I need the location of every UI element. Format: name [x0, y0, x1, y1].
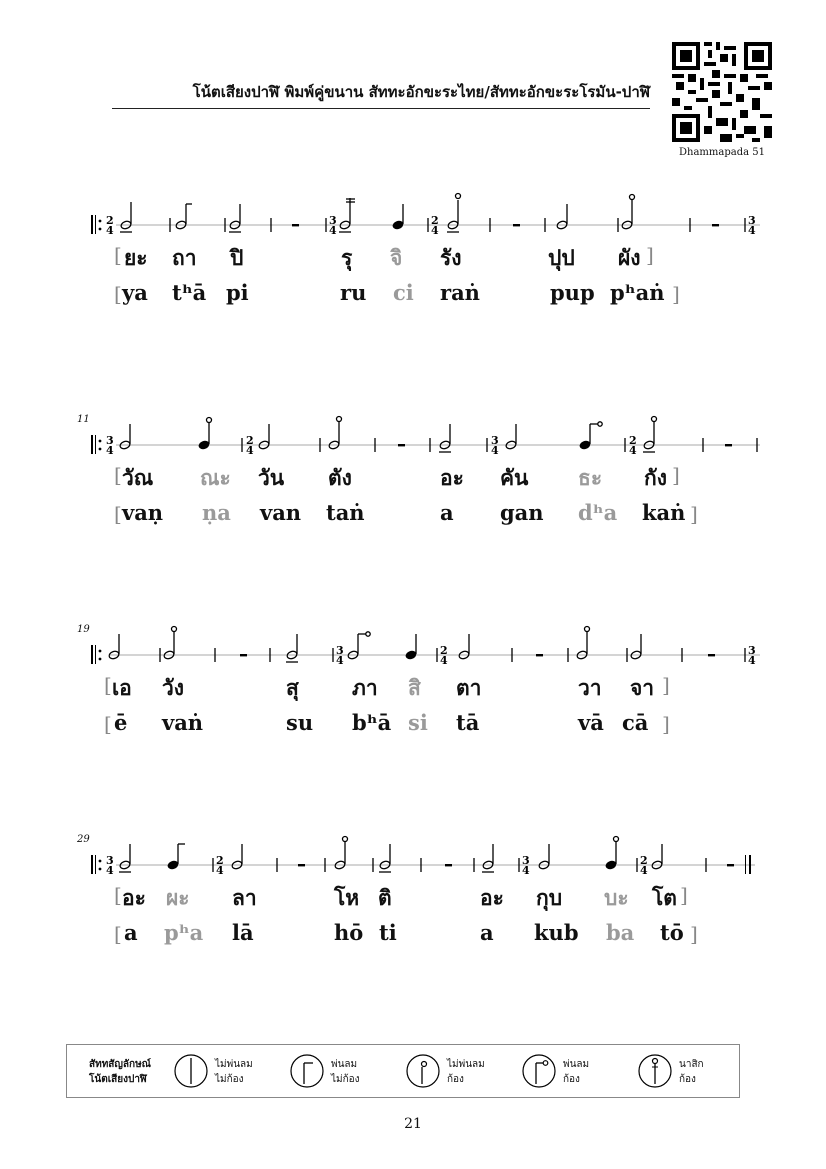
qr-code-icon: [672, 42, 772, 142]
svg-text:2: 2: [106, 214, 114, 227]
bracket-open: [: [104, 712, 112, 736]
thai-syllable: ปุป: [548, 246, 575, 270]
roman-syllable: vā: [578, 710, 604, 735]
roman-syllable: pʰa: [164, 920, 204, 945]
thai-syllable: ถา: [172, 246, 197, 270]
bracket-open: [: [114, 883, 122, 907]
thai-syllable: กัง: [644, 466, 667, 490]
roman-syllable: vaṅ: [162, 710, 204, 735]
legend-item-aspirated-voiced: [521, 1051, 631, 1091]
thai-syllable: โต: [652, 886, 677, 910]
flag-stem-icon: [289, 1051, 329, 1091]
page-header-title: โน้ตเสียงปาฬิ พิมพ์คู่ขนาน สัททะอักขะระไทย/สัททะอักขะระโรมัน-ปาฬิ: [192, 83, 650, 101]
svg-text:4: 4: [522, 864, 530, 877]
plain-stem-icon: [173, 1051, 213, 1091]
thai-syllable: โห: [334, 886, 360, 910]
staff-line-notation: [0, 620, 826, 680]
legend-label: [215, 1057, 253, 1087]
bracket-open: [: [114, 922, 122, 946]
thai-syllable: ยะ: [124, 246, 148, 270]
legend-label-line: ไม่ก้อง: [331, 1074, 360, 1085]
legend-label: [563, 1057, 589, 1087]
roman-syllable: pʰaṅ: [610, 280, 665, 305]
thai-syllable: บะ: [604, 886, 629, 910]
svg-text:3: 3: [522, 854, 530, 867]
roman-syllable: a: [124, 920, 138, 945]
thai-syllable: คัน: [500, 466, 529, 490]
roman-syllable: ba: [606, 920, 635, 945]
svg-text:4: 4: [431, 224, 439, 237]
legend-label: [447, 1057, 485, 1087]
roman-syllable: pup: [550, 280, 595, 305]
roman-syllable: bʰā: [352, 710, 392, 735]
roman-syllable: su: [286, 710, 314, 735]
thai-syllable: ติ: [378, 886, 392, 910]
thai-syllable: เอ: [112, 676, 132, 700]
legend-label-line: ก้อง: [447, 1074, 464, 1085]
bracket-open: [: [114, 243, 122, 267]
roman-syllable: van: [260, 500, 302, 525]
svg-text:2: 2: [216, 854, 224, 867]
roman-syllable: ṇa: [202, 500, 231, 525]
qr-caption: Dhammapada 51: [679, 147, 765, 158]
legend-item-unaspirated-unvoiced: [173, 1051, 283, 1091]
legend-label-line: นาสิก: [679, 1059, 704, 1070]
legend-label-line: ไม่ก้อง: [215, 1074, 244, 1085]
svg-text:4: 4: [106, 224, 114, 237]
music-system-3: [0, 620, 826, 750]
thai-syllable: ผะ: [166, 886, 190, 910]
svg-text:2: 2: [440, 644, 448, 657]
music-system-1: [0, 190, 826, 320]
roman-syllable: a: [440, 500, 454, 525]
thai-syllable: ณะ: [200, 466, 231, 490]
thai-syllable: ภา: [352, 676, 378, 700]
bracket-open: [: [104, 673, 112, 697]
thai-syllable: อะ: [440, 466, 464, 490]
thai-syllable: จา: [630, 676, 655, 700]
circle-stem-icon: [405, 1051, 445, 1091]
roman-syllable: cā: [622, 710, 649, 735]
thai-syllable: วัณ: [122, 466, 154, 490]
svg-text:4: 4: [246, 444, 254, 457]
bracket-close: ]: [690, 502, 698, 526]
thai-syllable: วัง: [162, 676, 185, 700]
legend-label-line: ก้อง: [679, 1074, 696, 1085]
nasal-stem-icon: [637, 1051, 677, 1091]
roman-syllable: pi: [226, 280, 249, 305]
roman-syllable: vaṇ: [122, 500, 164, 525]
svg-text:4: 4: [106, 444, 114, 457]
staff-line-notation: [0, 190, 826, 250]
svg-text:4: 4: [329, 224, 337, 237]
svg-text:4: 4: [106, 864, 114, 877]
staff-line-notation: [0, 830, 826, 890]
bracket-close: ]: [662, 712, 670, 736]
roman-syllable: ti: [379, 920, 397, 945]
symbol-legend: [66, 1044, 740, 1098]
flag-circle-stem-icon: [521, 1051, 561, 1091]
svg-text:4: 4: [216, 864, 224, 877]
thai-syllable: รัง: [440, 246, 462, 270]
thai-syllable: อะ: [122, 886, 146, 910]
svg-text:4: 4: [336, 654, 344, 667]
svg-text:4: 4: [748, 654, 756, 667]
thai-syllable: สิ: [408, 676, 421, 700]
legend-heading-line: โน้ตเสียงปาฬิ: [89, 1074, 147, 1085]
svg-text:3: 3: [329, 214, 337, 227]
bracket-close: ]: [680, 883, 688, 907]
bracket-close: ]: [690, 922, 698, 946]
svg-text:2: 2: [629, 434, 637, 447]
thai-syllable: ปิ: [230, 246, 244, 270]
thai-syllable: ผัง: [618, 246, 641, 270]
legend-label-line: ก้อง: [563, 1074, 580, 1085]
svg-text:4: 4: [629, 444, 637, 457]
roman-syllable: tō: [660, 920, 684, 945]
thai-syllable: ตา: [456, 676, 482, 700]
roman-syllable: lā: [232, 920, 254, 945]
svg-text:3: 3: [748, 644, 756, 657]
page-number: 21: [404, 1116, 422, 1132]
svg-text:3: 3: [106, 434, 114, 447]
thai-syllable: วัน: [258, 466, 285, 490]
bracket-close: ]: [672, 282, 680, 306]
legend-heading-line: สัททสัญลักษณ์: [89, 1059, 151, 1070]
thai-syllable: จิ: [390, 246, 403, 270]
roman-syllable: ru: [340, 280, 367, 305]
svg-text:4: 4: [491, 444, 499, 457]
legend-item-aspirated-unvoiced: [289, 1051, 399, 1091]
staff-line-notation: [0, 410, 826, 470]
bracket-close: ]: [646, 243, 654, 267]
measure-number: 11: [77, 414, 90, 425]
thai-syllable: ลา: [232, 886, 257, 910]
roman-syllable: tʰā: [172, 280, 207, 305]
svg-text:4: 4: [748, 224, 756, 237]
thai-syllable: กุบ: [536, 886, 563, 910]
legend-label-line: ไม่พ่นลม: [215, 1059, 253, 1070]
roman-syllable: a: [480, 920, 494, 945]
bracket-close: ]: [672, 463, 680, 487]
thai-syllable: รุ: [341, 246, 353, 270]
roman-syllable: hō: [334, 920, 364, 945]
measure-number: 19: [77, 624, 90, 635]
roman-syllable: kaṅ: [642, 500, 686, 525]
measure-number: 29: [77, 834, 90, 845]
svg-text:2: 2: [431, 214, 439, 227]
roman-syllable: raṅ: [440, 280, 480, 305]
legend-item-unaspirated-voiced: [405, 1051, 515, 1091]
thai-syllable: อะ: [480, 886, 504, 910]
roman-syllable: ci: [393, 280, 414, 305]
svg-text:4: 4: [440, 654, 448, 667]
svg-text:3: 3: [748, 214, 756, 227]
roman-syllable: si: [408, 710, 428, 735]
music-system-4: [0, 830, 826, 960]
svg-text:2: 2: [246, 434, 254, 447]
thai-syllable: ตัง: [328, 466, 352, 490]
legend-item-nasal-voiced: [637, 1051, 737, 1091]
legend-label: [679, 1057, 704, 1087]
svg-text:3: 3: [336, 644, 344, 657]
roman-syllable: kub: [534, 920, 579, 945]
legend-label-line: ไม่พ่นลม: [447, 1059, 485, 1070]
thai-syllable: ธะ: [578, 466, 603, 490]
roman-syllable: taṅ: [326, 500, 365, 525]
roman-syllable: dʰa: [578, 500, 618, 525]
legend-label-line: พ่นลม: [331, 1059, 358, 1070]
svg-text:3: 3: [491, 434, 499, 447]
legend-label: [331, 1057, 360, 1087]
legend-label-line: พ่นลม: [563, 1059, 590, 1070]
music-system-2: [0, 410, 826, 540]
svg-text:2: 2: [640, 854, 648, 867]
thai-syllable: วา: [578, 676, 602, 700]
bracket-open: [: [114, 463, 122, 487]
roman-syllable: ya: [122, 280, 148, 305]
svg-text:3: 3: [106, 854, 114, 867]
legend-heading: [89, 1057, 151, 1087]
roman-syllable: tā: [456, 710, 480, 735]
header-rule: [112, 108, 650, 109]
bracket-open: [: [114, 282, 122, 306]
thai-syllable: สุ: [286, 676, 299, 700]
bracket-open: [: [114, 502, 122, 526]
roman-syllable: gan: [500, 500, 544, 525]
bracket-close: ]: [662, 673, 670, 697]
svg-text:4: 4: [640, 864, 648, 877]
roman-syllable: ē: [114, 710, 128, 735]
